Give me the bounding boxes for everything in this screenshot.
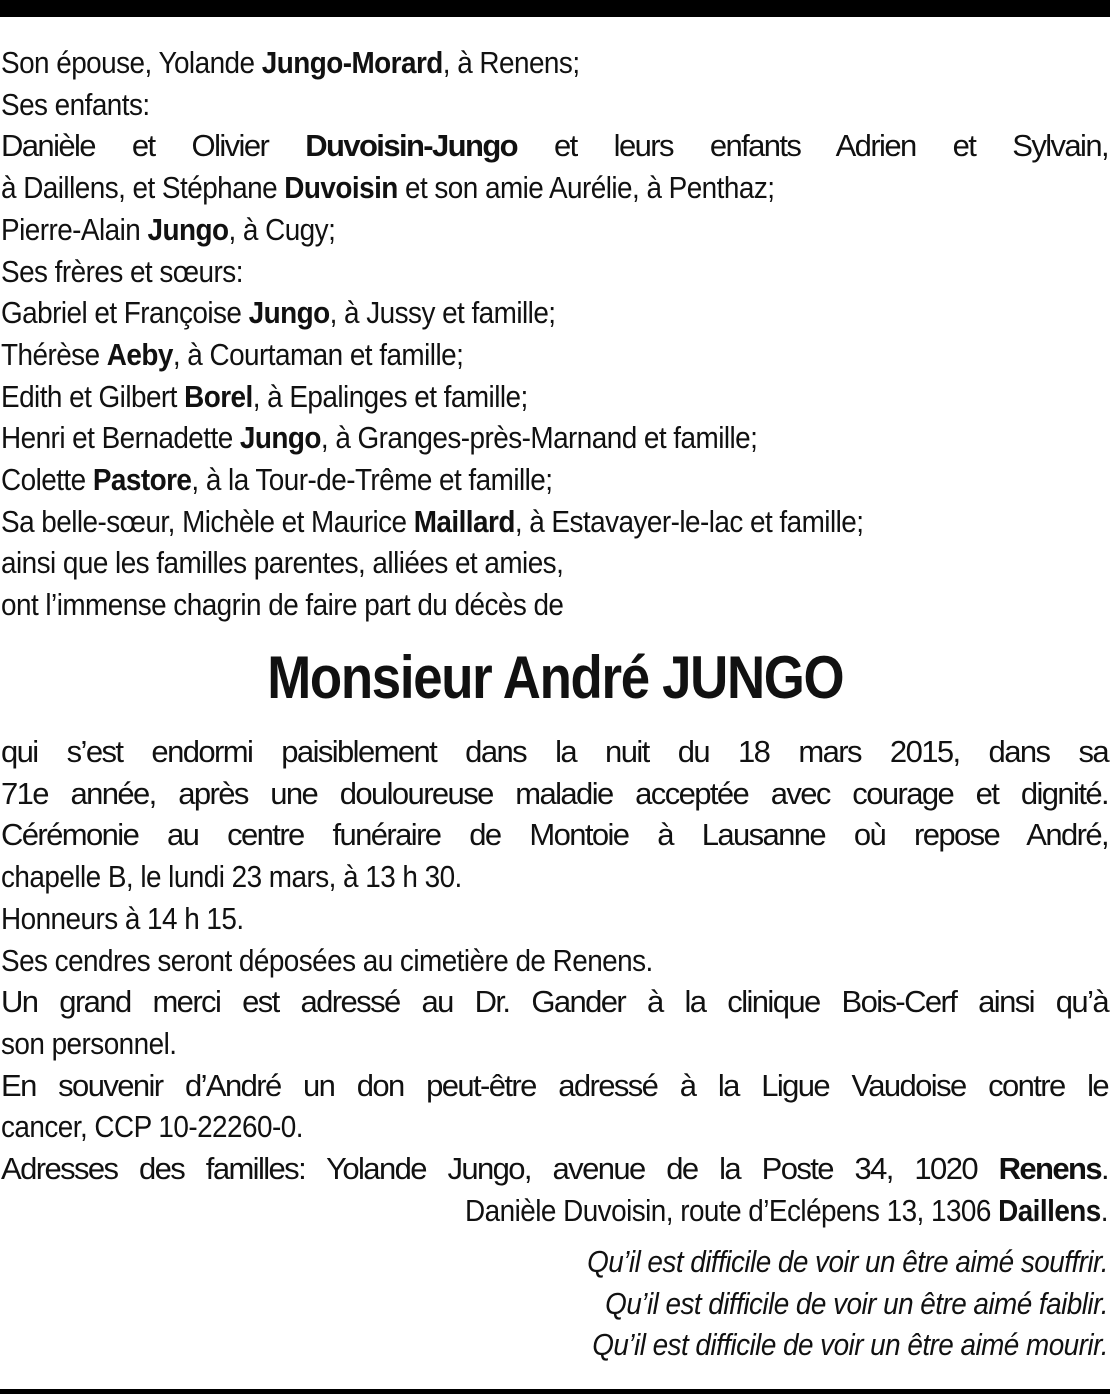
family-line: Danièle et Olivier Duvoisin-Jungo et leurs enfants Adrien et Sylvain, [1,128,1108,164]
address-line: Adresses des familles: Yolande Jungo, avenue de la Poste 34, 1020 Renens. [1,1151,1108,1187]
verse-line: Qu’il est difficile de voir un être aimé faiblir. [605,1285,1108,1321]
family-line: Colette Pastore, à la Tour-de-Trême et famille; [1,462,553,498]
deceased-name-text: Monsieur André JUNGO [267,644,843,711]
top-rule [0,0,1110,17]
body-line: Honneurs à 14 h 15. [1,900,244,936]
family-line: Son épouse, Yolande Jungo-Morard, à Renens; [1,45,580,80]
family-heading-children: Ses enfants: [1,86,150,122]
bottom-rule [0,1389,1110,1394]
obituary-body [1,731,1108,1231]
verse-line: Qu’il est difficile de voir un être aimé souffrir. [587,1244,1108,1279]
body-line: En souvenir d’André un don peut-être adressé à la Ligue Vaudoise contre le [1,1067,1108,1103]
body-line: cancer, CCP 10-22260-0. [1,1109,303,1145]
body-line: son personnel. [1,1025,177,1061]
family-list [1,42,1108,626]
deceased-name [0,640,1110,716]
body-line: Cérémonie au centre funéraire de Montoie à Lausanne où repose André, [1,817,1108,853]
family-closing-line: ainsi que les familles parentes, alliées et amies, [1,545,564,581]
family-line: Edith et Gilbert Borel, à Epalinges et famille; [1,378,528,414]
family-line: Sa belle-sœur, Michèle et Maurice Maillard, à Estavayer-le-lac et famille; [1,503,864,539]
verse-line: Qu’il est difficile de voir un être aimé mourir. [592,1327,1108,1363]
family-line: à Daillens, et Stéphane Duvoisin et son amie Aurélie, à Penthaz; [1,170,775,206]
announcement-line: ont l’immense chagrin de faire part du décès de [1,587,564,623]
body-line: Ses cendres seront déposées au cimetière de Renens. [1,942,653,978]
family-heading-siblings: Ses frères et sœurs: [1,253,243,289]
body-line: qui s’est endormi paisiblement dans la nuit du 18 mars 2015, dans sa [1,734,1108,769]
family-line: Thérèse Aeby, à Courtaman et famille; [1,336,464,372]
body-line: chapelle B, le lundi 23 mars, à 13 h 30. [1,859,462,895]
body-line: 71e année, après une douloureuse maladie acceptée avec courage et dignité. [1,775,1108,811]
body-line: Un grand merci est adressé au Dr. Gander à la clinique Bois-Cerf ainsi qu’à [1,984,1108,1020]
address-line: Danièle Duvoisin, route d’Eclépens 13, 1306 Daillens. [465,1192,1108,1228]
family-line: Henri et Bernadette Jungo, à Granges-près-Marnand et famille; [1,420,758,456]
family-line: Gabriel et Françoise Jungo, à Jussy et famille; [1,295,556,331]
family-line: Pierre-Alain Jungo, à Cugy; [1,211,336,247]
closing-verse [308,1241,1108,1366]
